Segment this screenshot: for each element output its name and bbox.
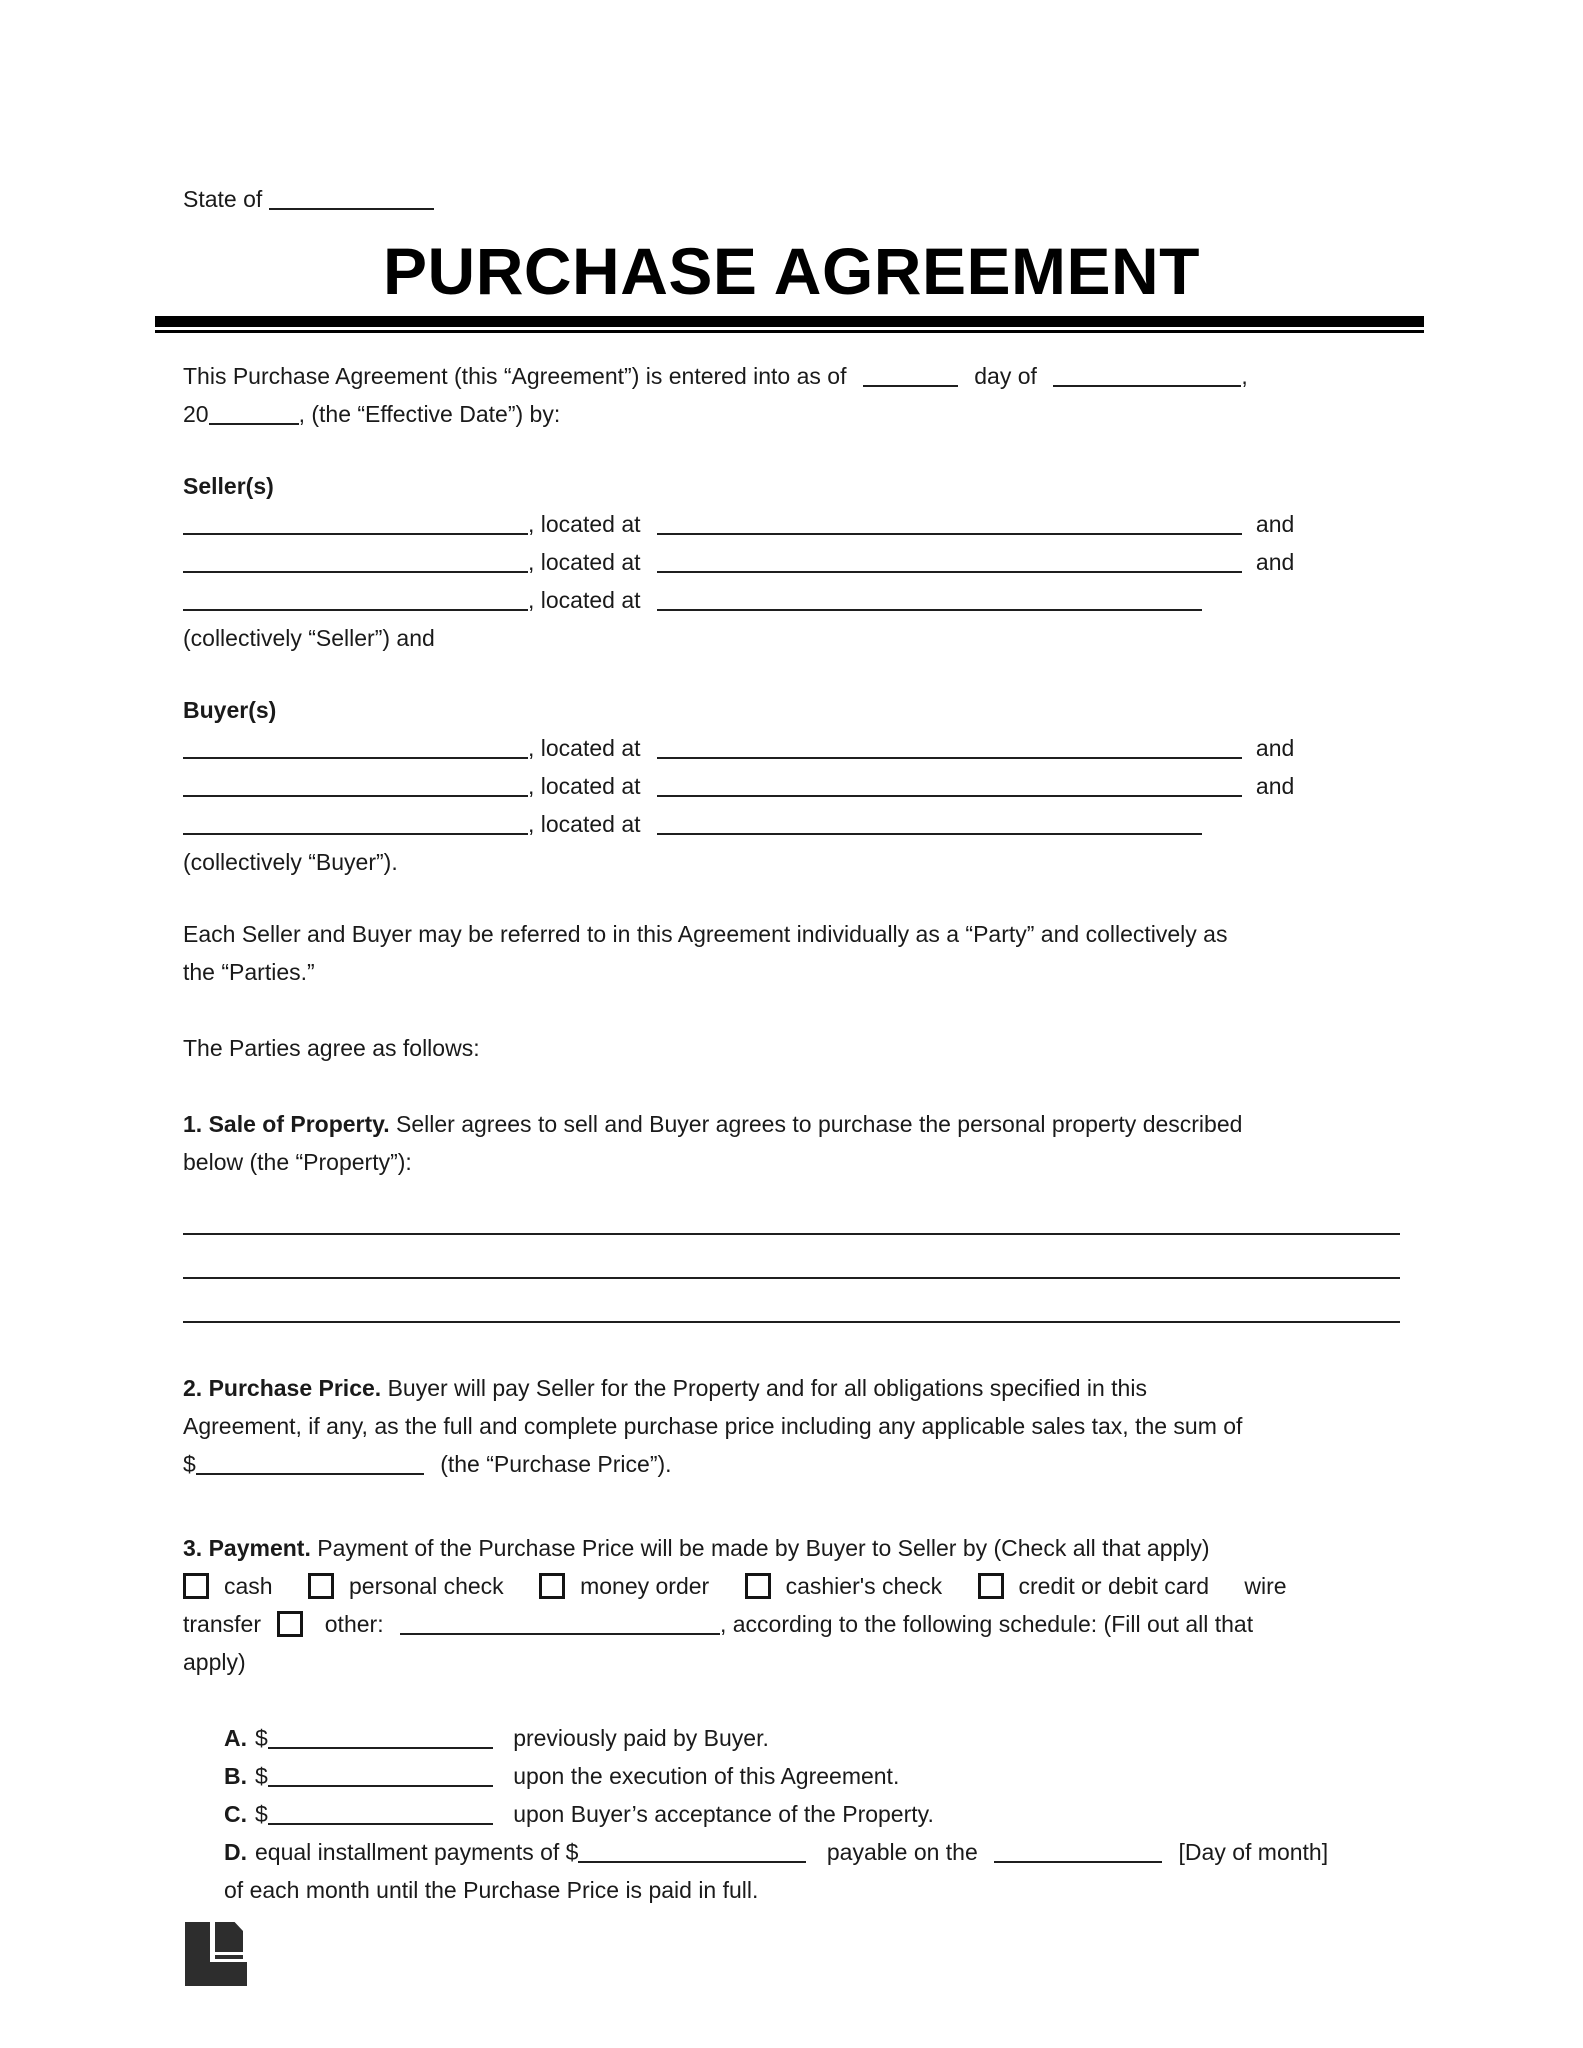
payment-option-label: cashier's check [785, 1573, 943, 1599]
section3-line-1 [183, 1529, 1400, 1567]
other-checkbox[interactable] [277, 1611, 303, 1637]
payment-option-cashiers-check [745, 1573, 943, 1599]
cashiers-check-checkbox[interactable] [745, 1573, 771, 1599]
intro-year-prefix: 20 [183, 401, 209, 427]
seller-name-blank[interactable] [183, 593, 528, 611]
seller-address-blank[interactable] [657, 555, 1242, 573]
payment-option-personal-check [308, 1573, 504, 1599]
intro-comma: , [1241, 363, 1248, 389]
payment-option-label: credit or debit card [1018, 1573, 1209, 1599]
item-text: payable on the [826, 1839, 978, 1865]
title-divider [155, 316, 1424, 333]
bracket-hint: [Day of month] [1178, 1839, 1329, 1865]
seller-row [183, 581, 1400, 619]
agree-line: The Parties agree as follows: [183, 1035, 480, 1061]
property-description-blank[interactable] [183, 1279, 1400, 1323]
payment-option-label: cash [224, 1573, 273, 1599]
schedule-item-b [224, 1757, 1400, 1795]
sellers-heading: Seller(s) [183, 473, 274, 499]
seller-collective-line: (collectively “Seller”) and [183, 625, 435, 651]
section1-line-1 [183, 1105, 1400, 1143]
payment-option-money-order [539, 1573, 709, 1599]
payment-apply-row: apply) [183, 1649, 246, 1675]
payment-schedule-list [224, 1719, 1400, 1909]
installment-amount-blank[interactable] [578, 1845, 806, 1863]
buyer-name-blank[interactable] [183, 817, 528, 835]
divider-thin-line [155, 330, 1424, 333]
intro-line-2 [183, 395, 1400, 433]
payment-option-cash [183, 1573, 273, 1599]
month-blank[interactable] [1053, 369, 1241, 387]
payment-option-label: wire [1244, 1573, 1287, 1599]
and-label: and [1255, 735, 1295, 761]
payment-option-wire [1244, 1573, 1286, 1599]
buyer-row [183, 729, 1400, 767]
other-blank[interactable] [400, 1617, 720, 1635]
property-description-blank[interactable] [183, 1235, 1400, 1279]
state-of-line [183, 184, 1400, 214]
payment-options-row [183, 1567, 1400, 1605]
seller-row [183, 505, 1400, 543]
seller-address-blank[interactable] [657, 593, 1202, 611]
section1-line-2: below (the “Property”): [183, 1149, 412, 1175]
section2-line-3 [183, 1445, 1400, 1483]
intro-text-2: day of [974, 363, 1037, 389]
logo-l-horizontal-bar [185, 1962, 247, 1986]
amount-blank-c[interactable] [268, 1807, 493, 1825]
purchase-price-suffix: (the “Purchase Price”). [440, 1451, 672, 1477]
and-label: and [1255, 773, 1295, 799]
located-at-label: , located at [528, 549, 641, 575]
buyer-collective-line: (collectively “Buyer”). [183, 849, 398, 875]
seller-row [183, 543, 1400, 581]
intro-text-1: This Purchase Agreement (this “Agreement”) is entered into as of [183, 363, 847, 389]
divider-thick-line [155, 316, 1424, 327]
buyer-name-blank[interactable] [183, 741, 528, 759]
page-title: PURCHASE AGREEMENT [383, 234, 1200, 308]
section2-line-2: Agreement, if any, as the full and complete purchase price including any applicable sales tax, the sum of [183, 1413, 1243, 1439]
day-blank[interactable] [863, 369, 958, 387]
seller-name-blank[interactable] [183, 555, 528, 573]
section1-text: Seller agrees to sell and Buyer agrees to purchase the personal property described [396, 1111, 1243, 1137]
state-of-label: State of [183, 186, 263, 212]
located-at-label: , located at [528, 811, 641, 837]
seller-name-blank[interactable] [183, 517, 528, 535]
personal-check-checkbox[interactable] [308, 1573, 334, 1599]
located-at-label: , located at [528, 511, 641, 537]
currency-sign: $ [255, 1801, 268, 1827]
property-description-area [183, 1191, 1400, 1323]
schedule-item-a [224, 1719, 1400, 1757]
section2-line-1 [183, 1369, 1400, 1407]
buyer-row [183, 805, 1400, 843]
year-blank[interactable] [209, 407, 299, 425]
item-text: upon the execution of this Agreement. [513, 1763, 900, 1789]
payment-transfer-row [183, 1605, 1400, 1643]
cash-checkbox[interactable] [183, 1573, 209, 1599]
buyers-heading: Buyer(s) [183, 697, 277, 723]
logo-document-strip [215, 1955, 243, 1959]
payment-option-label: personal check [348, 1573, 504, 1599]
item-letter: D. [224, 1839, 247, 1865]
item-letter: C. [224, 1801, 247, 1827]
item-text: previously paid by Buyer. [513, 1725, 769, 1751]
currency-sign: $ [183, 1451, 196, 1477]
item-text: upon Buyer’s acceptance of the Property. [513, 1801, 934, 1827]
purchase-price-blank[interactable] [196, 1457, 424, 1475]
and-label: and [1255, 511, 1295, 537]
credit-debit-checkbox[interactable] [978, 1573, 1004, 1599]
schedule-item-c [224, 1795, 1400, 1833]
seller-address-blank[interactable] [657, 517, 1242, 535]
item-letter: A. [224, 1725, 247, 1751]
buyer-row [183, 767, 1400, 805]
day-of-month-blank[interactable] [994, 1845, 1162, 1863]
and-label: and [1255, 549, 1295, 575]
section2-text: Buyer will pay Seller for the Property and for all obligations specified in this [387, 1375, 1147, 1401]
section1-title: 1. Sale of Property. [183, 1111, 390, 1137]
buyer-address-blank[interactable] [657, 817, 1202, 835]
currency-sign: $ [255, 1725, 268, 1751]
other-label: other: [324, 1611, 384, 1637]
buyer-address-blank[interactable] [657, 741, 1242, 759]
after-other-text: , according to the following schedule: (Fill out all that [719, 1611, 1254, 1637]
amount-blank-a[interactable] [268, 1731, 493, 1749]
item-letter: B. [224, 1763, 247, 1789]
currency-sign: $ [255, 1763, 268, 1789]
money-order-checkbox[interactable] [539, 1573, 565, 1599]
located-at-label: , located at [528, 773, 641, 799]
parties-paragraph-line-2: the “Parties.” [183, 959, 315, 985]
section3-text: Payment of the Purchase Price will be made by Buyer to Seller by (Check all that apply) [317, 1535, 1210, 1561]
section2-title: 2. Purchase Price. [183, 1375, 382, 1401]
logo-document-icon [215, 1922, 243, 1952]
state-blank[interactable] [269, 192, 434, 210]
transfer-word: transfer [183, 1611, 261, 1637]
located-at-label: , located at [528, 587, 641, 613]
legal-templates-logo [185, 1922, 247, 1986]
property-description-blank[interactable] [183, 1191, 1400, 1235]
payment-option-credit-debit [978, 1573, 1209, 1599]
intro-line-1 [183, 357, 1400, 395]
buyer-address-blank[interactable] [657, 779, 1242, 797]
payment-option-label: money order [580, 1573, 710, 1599]
parties-paragraph-line-1: Each Seller and Buyer may be referred to in this Agreement individually as a “Party” and collectively as [183, 921, 1228, 947]
intro-text-3: , (the “Effective Date”) by: [298, 401, 561, 427]
located-at-label: , located at [528, 735, 641, 761]
schedule-item-d [224, 1833, 1400, 1871]
item-text: equal installment payments of $ [255, 1839, 579, 1865]
section3-title: 3. Payment. [183, 1535, 311, 1561]
schedule-item-d-continuation: of each month until the Purchase Price is paid in full. [224, 1877, 759, 1903]
amount-blank-b[interactable] [268, 1769, 493, 1787]
buyer-name-blank[interactable] [183, 779, 528, 797]
